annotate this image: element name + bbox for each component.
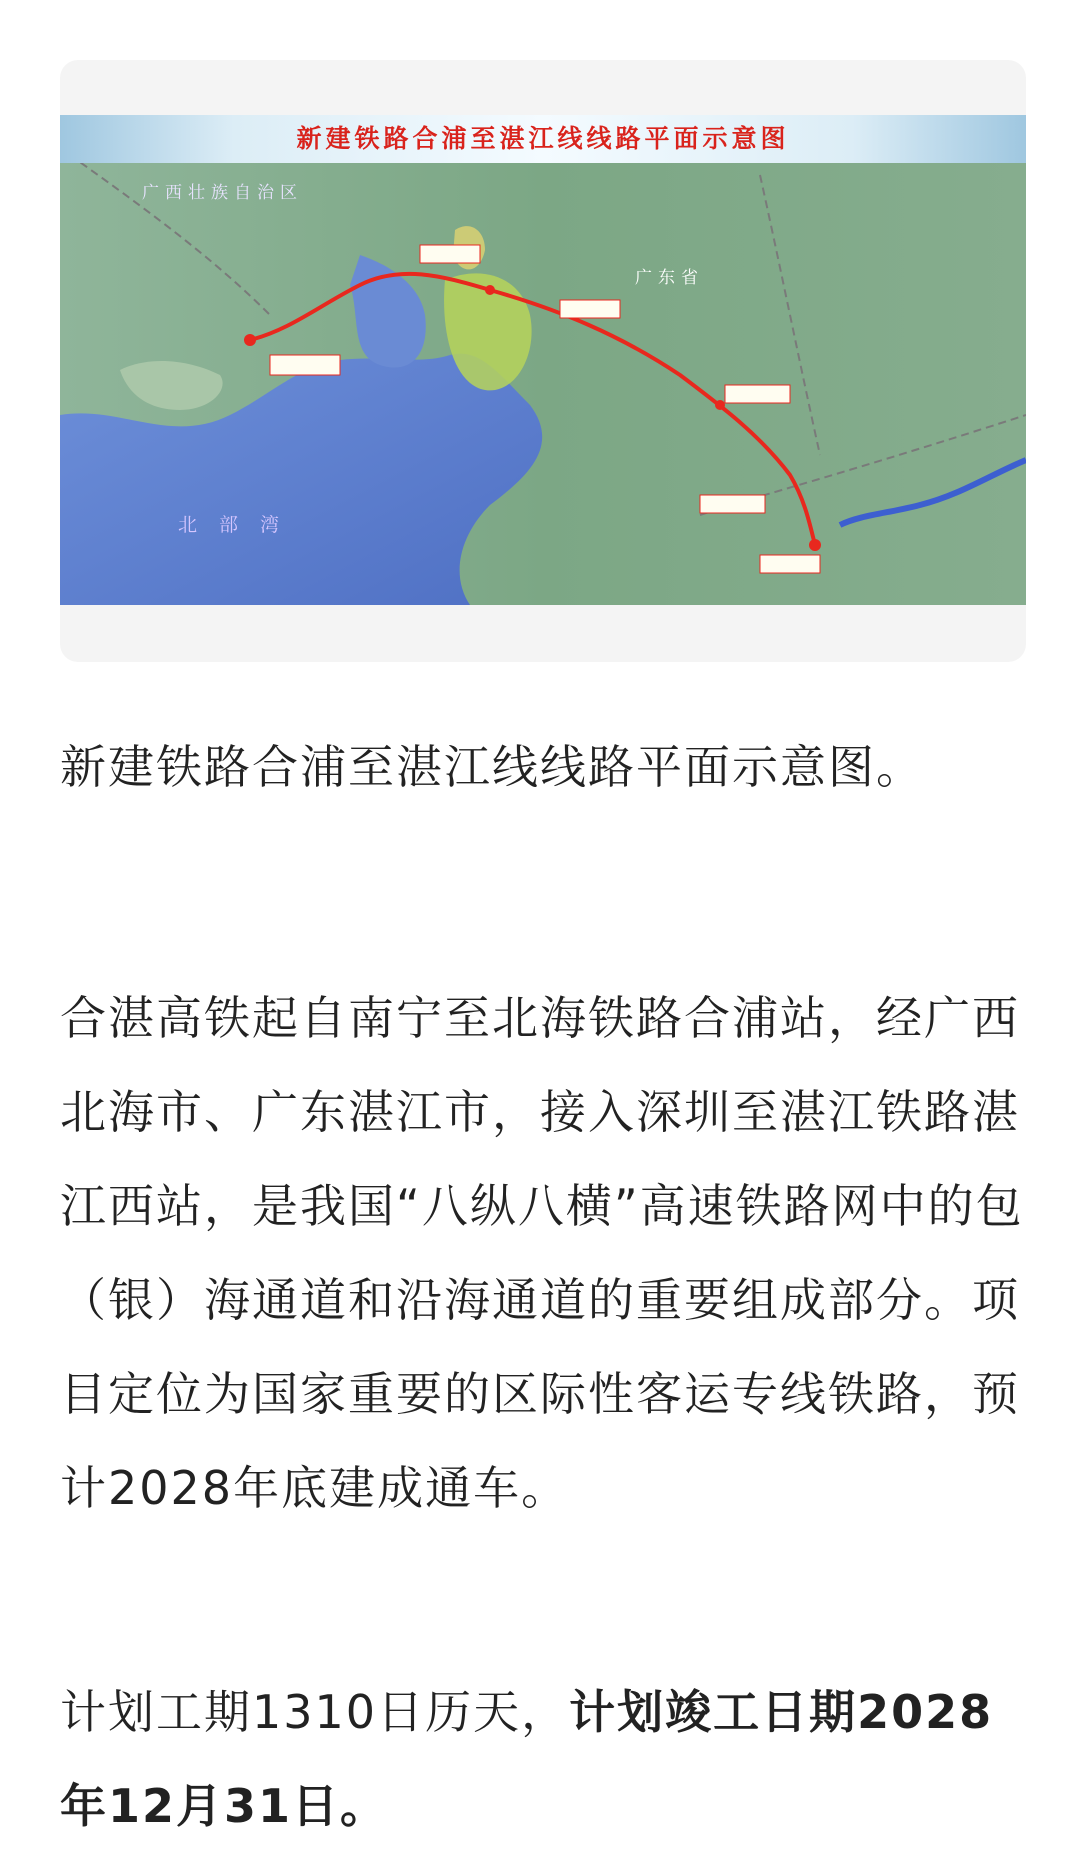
map-label-guangdong: 广东省 xyxy=(635,268,704,288)
callout-box xyxy=(560,300,620,318)
station-hepu xyxy=(244,334,256,346)
station-east xyxy=(715,400,725,410)
callout-box xyxy=(700,495,765,513)
article-paragraph-2 xyxy=(60,1665,1030,1853)
completion-date-emphasis: 计划竣工日期2028年12月31日。 xyxy=(60,1685,994,1833)
map-label-beibu-gulf: 北部湾 xyxy=(178,514,302,536)
callout-box xyxy=(725,385,790,403)
callout-box xyxy=(420,245,480,263)
map-title: 新建铁路合浦至湛江线线路平面示意图 xyxy=(296,124,790,153)
callout-box xyxy=(760,555,820,573)
paragraph-2-text: 计划工期1310日历天， xyxy=(60,1685,570,1739)
figure-caption: 新建铁路合浦至湛江线线路平面示意图。 xyxy=(60,740,924,794)
article-paragraph-1: 合湛高铁起自南宁至北海铁路合浦站，经广西北海市、广东湛江市，接入深圳至湛江铁路湛江西站，是我国“八纵八横”高速铁路网中的包（银）海通道和沿海通道的重要组成部分。项目定位为国家重要的区际性客运专线铁路，预计2028年底建成通车。 xyxy=(60,991,1024,1515)
map-label-guangxi: 广西壮族自治区 xyxy=(142,183,303,203)
map-figure-card xyxy=(60,60,1026,662)
station-zhanjiang-west xyxy=(809,539,821,551)
callout-box xyxy=(270,355,340,375)
station-mid xyxy=(485,285,495,295)
